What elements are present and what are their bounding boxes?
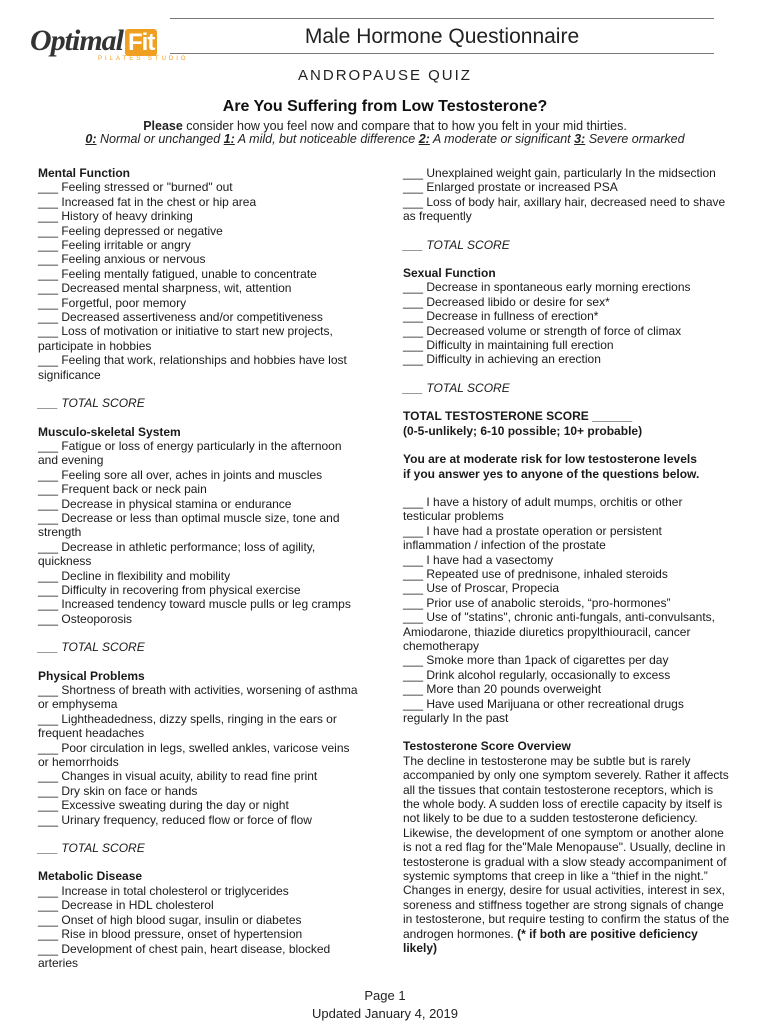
page-number: Page 1 <box>364 988 406 1003</box>
checklist-item: ___ Loss of body hair, axillary hair, decreased need to shave as frequently <box>403 194 726 224</box>
checklist-item: ___ Dry skin on face or hands <box>38 783 198 798</box>
logo-subtitle: PILATES STUDIO <box>98 56 189 62</box>
checklist-item: ___ Shortness of breath with activities, worsening of asthma or emphysema <box>38 683 358 712</box>
overview-note: (* if both are positive deficiency likely) <box>403 926 698 956</box>
checklist-item: ___ I have had a vasectomy <box>403 552 554 567</box>
checklist-item: ___ Decrease in fullness of erection* <box>403 309 599 324</box>
checklist-item: ___ Decrease in HDL cholesterol <box>38 898 214 913</box>
checklist-item: ___ Feeling stressed or "burned" out <box>38 180 233 195</box>
checklist-item: ___ Poor circulation in legs, swelled ankles, varicose veins or hemorrhoids <box>38 740 350 770</box>
checklist-item: ___ Enlarged prostate or increased PSA <box>403 180 618 195</box>
checklist-item: ___ Increase in total cholesterol or triglycerides <box>38 883 289 898</box>
total-testosterone-score: TOTAL TESTOSTERONE SCORE ______ <box>403 409 633 424</box>
checklist-item: ___ Difficulty in maintaining full erection <box>403 338 614 353</box>
risk-items <box>403 495 733 726</box>
physical-items <box>38 683 363 827</box>
checklist-item: ___ Frequent back or neck pain <box>38 482 207 497</box>
metabolic-cont-items <box>403 166 733 224</box>
checklist-item: ___ Use of Proscar, Propecia <box>403 581 560 596</box>
section-title-metabolic: Metabolic Disease <box>38 869 143 884</box>
checklist-item: ___ Increased tendency toward muscle pulls or leg cramps <box>38 597 351 612</box>
quiz-subtitle: ANDROPAUSE QUIZ <box>298 67 472 84</box>
quiz-heading: Are You Suffering from Low Testosterone? <box>222 98 548 115</box>
overview-text: The decline in testosterone may be subtle but is rarely accompanied by only one symptom severely. Rather it affects all the tissues that contain testosterone receptors, which is the whole body. A sudden loss of erectile capacity by itself is not likely to be due to a sudden testosterone deficiency. Likewise, the development of one symptom or another alone is not a red flag for the"Male Menopause". Usually, decline in testosterone is gradual with a slow steady accompaniment of systemic symptoms that creep in like a “thief in the night.” Changes in energy, desire for usual activities, interest in sex, soreness and stiffness together are strong signals of change in testosterone, but require testing to confirm the status of the androgen hormones. (* if both are positive deficiency likely) <box>403 753 730 956</box>
checklist-item: ___ History of heavy drinking <box>38 209 193 224</box>
checklist-item: ___ Decrease in physical stamina or endurance <box>38 496 292 511</box>
risk-line-1: You are at moderate risk for low testosterone levels <box>403 452 697 467</box>
sexual-total: ___ TOTAL SCORE <box>403 380 510 395</box>
checklist-item: ___ Prior use of anabolic steroids, “pro-hormones” <box>403 595 671 610</box>
musculo-items <box>38 439 363 626</box>
physical-total: ___ TOTAL SCORE <box>38 841 145 856</box>
checklist-item: ___ Feeling mentally fatigued, unable to concentrate <box>38 266 317 281</box>
checklist-item: ___ Rise in blood pressure, onset of hypertension <box>38 927 303 942</box>
title-rule <box>170 53 714 54</box>
checklist-item: ___ Onset of high blood sugar, insulin or diabetes <box>38 912 302 927</box>
checklist-item: ___ Loss of motivation or initiative to start new projects, participate in hobbies <box>38 324 333 353</box>
sexual-items <box>403 280 733 366</box>
checklist-item: ___ Feeling that work, relationships and hobbies have lost significance <box>38 353 347 382</box>
checklist-item: ___ Decrease in spontaneous early morning erections <box>403 280 691 295</box>
checklist-item: ___ Feeling sore all over, aches in joints and muscles <box>38 467 323 482</box>
section-title-mental: Mental Function <box>38 166 130 180</box>
checklist-item: ___ Decrease or less than optimal muscle size, tone and strength <box>38 510 340 540</box>
checklist-item: ___ Fatigue or loss of energy particularly in the afternoon and evening <box>38 438 342 468</box>
checklist-item: ___ Decreased libido or desire for sex* <box>403 294 610 309</box>
left-column <box>38 166 363 970</box>
checklist-item: ___ Difficulty in achieving an erection <box>403 352 601 367</box>
metabolic-total: ___ TOTAL SCORE <box>403 237 510 252</box>
checklist-item: ___ More than 20 pounds overweight <box>403 682 602 697</box>
mental-total: ___ TOTAL SCORE <box>38 396 145 411</box>
checklist-item: ___ Development of chest pain, heart disease, blocked arteries <box>38 941 331 970</box>
mental-items <box>38 180 363 382</box>
musculo-total: ___ TOTAL SCORE <box>38 640 145 655</box>
updated-date: Updated January 4, 2019 <box>312 1006 458 1021</box>
section-title-sexual: Sexual Function <box>403 266 496 281</box>
section-title-physical: Physical Problems <box>38 668 145 683</box>
checklist-item: ___ Decreased mental sharpness, wit, attention <box>38 281 292 296</box>
checklist-item: ___ Smoke more than 1pack of cigarettes per day <box>403 653 669 668</box>
checklist-item: ___ Unexplained weight gain, particularly In the midsection <box>403 166 716 180</box>
checklist-item: ___ Osteoporosis <box>38 611 133 626</box>
checklist-item: ___ Repeated use of prednisone, inhaled steroids <box>403 566 668 581</box>
checklist-item: ___ Decreased assertiveness and/or competitiveness <box>38 310 323 325</box>
overview-title: Testosterone Score Overview <box>403 739 571 754</box>
checklist-item: ___ Use of "statins", chronic anti-fungals, anti-convulsants, Amiodarone, thiazide diuretics propylthiouracil, cancer chemotherapy <box>403 610 716 653</box>
section-title-musculo: Musculo-skeletal System <box>38 424 181 439</box>
checklist-item: ___ Feeling irritable or angry <box>38 238 191 253</box>
page-title: Male Hormone Questionnaire <box>304 25 580 48</box>
checklist-item: ___ Feeling depressed or negative <box>38 223 223 238</box>
logo-wordmark: Optimal Fit <box>30 24 157 58</box>
checklist-item: ___ Difficulty in recovering from physical exercise <box>38 582 301 597</box>
checklist-item: ___ Decrease in athletic performance; loss of agility, quickness <box>38 539 316 569</box>
checklist-item: ___ Feeling anxious or nervous <box>38 252 206 267</box>
checklist-item: ___ Increased fat in the chest or hip area <box>38 194 257 209</box>
metabolic-items <box>38 884 363 970</box>
checklist-item: ___ Drink alcohol regularly, occasionally to excess <box>403 667 671 682</box>
checklist-item: ___ Changes in visual acuity, ability to read fine print <box>38 769 318 784</box>
instructions: Please consider how you feel now and compare that to how you felt in your mid thirties. <box>143 119 627 133</box>
checklist-item: ___ Lightheadedness, dizzy spells, ringing in the ears or frequent headaches <box>38 711 337 741</box>
checklist-item: ___ Decreased volume or strength of force of climax <box>403 323 682 338</box>
rating-scale: 0: Normal or unchanged 1: A mild, but noticeable difference 2: A moderate or significant 3: Severe ormarked <box>85 132 685 146</box>
checklist-item: ___ I have a history of adult mumps, orchitis or other testicular problems <box>403 494 683 524</box>
checklist-item: ___ I have had a prostate operation or persistent inflammation / infection of the prostate <box>403 523 662 553</box>
risk-line-2: if you answer yes to anyone of the questions below. <box>403 466 700 481</box>
checklist-item: ___ Have used Marijuana or other recreational drugs regularly In the past <box>403 696 684 725</box>
checklist-item: ___ Urinary frequency, reduced flow or force of flow <box>38 812 312 827</box>
right-column <box>403 166 733 956</box>
checklist-item: ___ Forgetful, poor memory <box>38 295 187 310</box>
checklist-item: ___ Decline in flexibility and mobility <box>38 568 231 583</box>
score-range: (0-5-unlikely; 6-10 possible; 10+ probable) <box>403 423 643 438</box>
checklist-item: ___ Excessive sweating during the day or night <box>38 798 289 813</box>
top-rule <box>170 18 714 19</box>
studio-logo <box>28 14 189 66</box>
